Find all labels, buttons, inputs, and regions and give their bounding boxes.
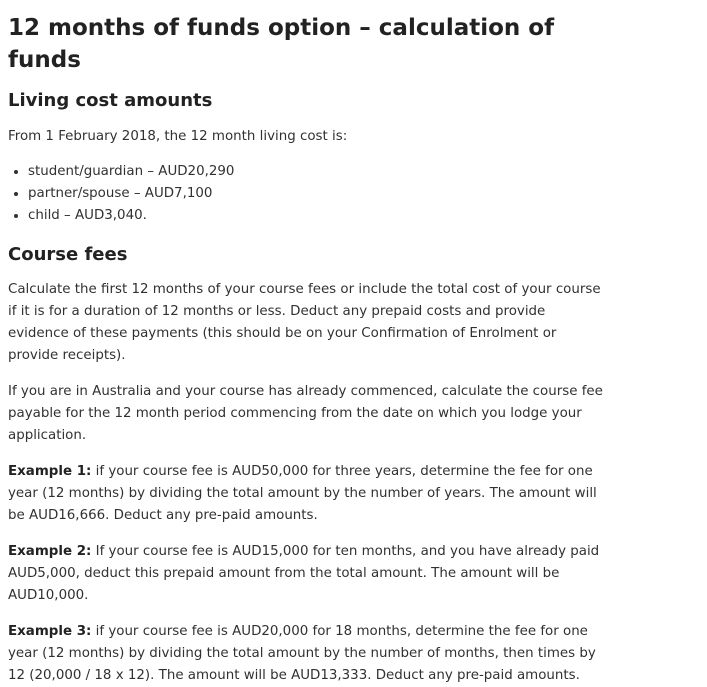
living-cost-item-student: • student/guardian – AUD20,290 [28, 161, 608, 183]
example-2-text: If your course fee is AUD15,000 for ten months, and you have already paid AUD5,000, deduct this prepaid amount from the total amount. The amount will be AUD10,000. [8, 544, 600, 603]
example-3 [8, 621, 608, 687]
example-1-text: if your course fee is AUD50,000 for three years, determine the fee for one year (12 months) by dividing the total amount by the number of years. The amount will be AUD16,666. Deduct any pre-paid amounts. [8, 464, 597, 523]
example-3-text: if your course fee is AUD20,000 for 18 months, determine the fee for one year (12 months) by dividing the total amount by the number of months, then times by 12 (20,000 / 18 x 12). The amount will be AUD13,333. Deduct any pre-paid amounts. [8, 624, 596, 683]
example-1 [8, 461, 608, 527]
example-1-label: Example 1: [8, 464, 92, 479]
course-fees-paragraph-1: Calculate the first 12 months of your course fees or include the total cost of your course if it is for a duration of 12 months or less. Deduct any prepaid costs and provide evidence of these payments (this should be on your Confirmation of Enrolment or provide receipts). [8, 282, 601, 363]
living-cost-item-child: • child – AUD3,040. [28, 205, 608, 227]
living-cost-intro: From 1 February 2018, the 12 month living cost is: [8, 129, 348, 144]
living-cost-heading: Living cost amounts [8, 90, 213, 111]
living-cost-item-partner: • partner/spouse – AUD7,100 [28, 183, 608, 205]
course-fees-paragraph-2: If you are in Australia and your course has already commenced, calculate the course fee payable for the 12 month period commencing from the date on which you lodge your application. [8, 384, 603, 443]
example-3-label: Example 3: [8, 624, 92, 639]
page-title: 12 months of funds option – calculation of funds [8, 15, 555, 73]
living-cost-list [8, 161, 608, 227]
example-2-label: Example 2: [8, 544, 92, 559]
course-fees-heading: Course fees [8, 244, 128, 265]
example-2 [8, 541, 608, 607]
